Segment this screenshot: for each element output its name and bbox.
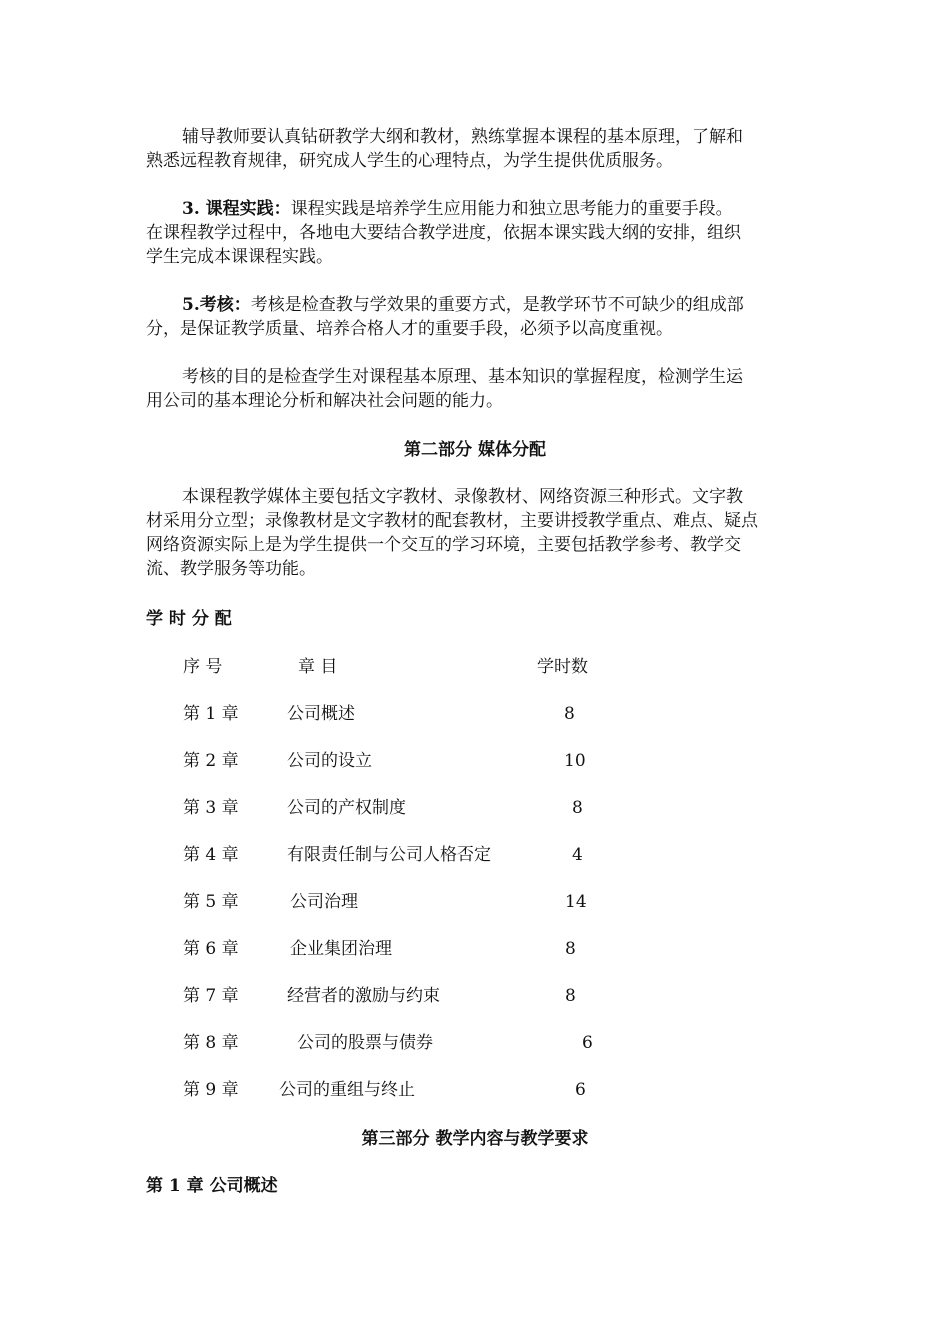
chapter-heading: 第 1 章 公司概述 — [146, 1176, 278, 1196]
row-seq: 第 4 章 — [183, 845, 239, 865]
row-hours: 8 — [572, 798, 583, 818]
row-seq: 第 9 章 — [183, 1080, 239, 1100]
table-row — [0, 890, 950, 914]
paragraph-line: 网络资源实际上是为学生提供一个交互的学习环境，主要包括教学参考、教学交 — [146, 535, 741, 555]
row-chapter: 公司概述 — [287, 704, 355, 724]
row-chapter: 公司的重组与终止 — [279, 1080, 415, 1100]
row-hours: 4 — [572, 845, 583, 865]
paragraph-line: 材采用分立型；录像教材是文字教材的配套教材，主要讲授教学重点、难点、疑点 — [146, 511, 758, 531]
row-chapter: 经营者的激励与约束 — [287, 986, 440, 1006]
paragraph-line: 辅导教师要认真钻研教学大纲和教材，熟练掌握本课程的基本原理，了解和 — [182, 127, 743, 147]
table-row — [0, 843, 950, 867]
row-hours: 8 — [565, 939, 576, 959]
table-row — [0, 1078, 950, 1102]
row-hours: 8 — [565, 986, 576, 1006]
row-seq: 第 2 章 — [183, 751, 239, 771]
paragraph-line: 本课程教学媒体主要包括文字教材、录像教材、网络资源三种形式。文字教 — [182, 487, 743, 507]
paragraph-line: 流、教学服务等功能。 — [146, 559, 316, 579]
subsection-heading-hours: 学 时 分 配 — [146, 609, 232, 629]
row-chapter: 公司的产权制度 — [287, 798, 406, 818]
row-seq: 第 1 章 — [183, 704, 239, 724]
row-seq: 第 7 章 — [183, 986, 239, 1006]
paragraph-line: 学生完成本课课程实践。 — [146, 247, 333, 267]
row-chapter: 公司的设立 — [287, 751, 372, 771]
row-hours: 6 — [575, 1080, 586, 1100]
row-chapter: 企业集团治理 — [290, 939, 392, 959]
paragraph-line: 分，是保证教学质量、培养合格人才的重要手段，必须予以高度重视。 — [146, 319, 673, 339]
paragraph-line: 在课程教学过程中，各地电大要结合教学进度，依据本课实践大纲的安排，组织 — [146, 223, 741, 243]
paragraph-first-line — [146, 197, 808, 221]
row-hours: 8 — [564, 704, 575, 724]
paragraph-lead-label: 3. 课程实践： — [182, 199, 291, 219]
paragraph-media — [146, 485, 808, 581]
row-hours: 14 — [565, 892, 587, 912]
row-seq: 第 8 章 — [183, 1033, 239, 1053]
table-row — [0, 702, 950, 726]
table-header-row — [0, 655, 950, 679]
paragraph-line: 熟悉远程教育规律，研究成人学生的心理特点，为学生提供优质服务。 — [146, 151, 673, 171]
paragraph-course-practice — [146, 197, 808, 269]
paragraph-line: 考核的目的是检查学生对课程基本原理、基本知识的掌握程度，检测学生运 — [182, 367, 743, 387]
row-chapter: 公司治理 — [290, 892, 358, 912]
paragraph-assessment — [146, 293, 808, 341]
table-row — [0, 796, 950, 820]
row-seq: 第 6 章 — [183, 939, 239, 959]
paragraph-lead-label: 5.考核： — [182, 295, 251, 315]
section-heading-part3: 第三部分 教学内容与教学要求 — [361, 1129, 589, 1149]
paragraph-assessment-purpose — [146, 365, 808, 413]
row-chapter: 有限责任制与公司人格否定 — [287, 845, 491, 865]
table-row — [0, 937, 950, 961]
paragraph-line: 考核是检查教与学效果的重要方式，是教学环节不可缺少的组成部 — [250, 295, 744, 315]
row-chapter: 公司的股票与债券 — [297, 1033, 433, 1053]
paragraph-line: 课程实践是培养学生应用能力和独立思考能力的重要手段。 — [290, 199, 733, 219]
table-row — [0, 749, 950, 773]
paragraph-tutor-requirements — [146, 125, 808, 173]
header-seq: 序 号 — [183, 657, 223, 677]
header-hours: 学时数 — [537, 657, 588, 677]
paragraph-first-line — [146, 293, 808, 317]
table-row — [0, 984, 950, 1008]
section-heading-part2: 第二部分 媒体分配 — [404, 440, 546, 460]
row-hours: 6 — [582, 1033, 593, 1053]
row-hours: 10 — [564, 751, 586, 771]
row-seq: 第 3 章 — [183, 798, 239, 818]
header-chapter: 章 目 — [298, 657, 338, 677]
table-row — [0, 1031, 950, 1055]
row-seq: 第 5 章 — [183, 892, 239, 912]
paragraph-line: 用公司的基本理论分析和解决社会问题的能力。 — [146, 391, 503, 411]
